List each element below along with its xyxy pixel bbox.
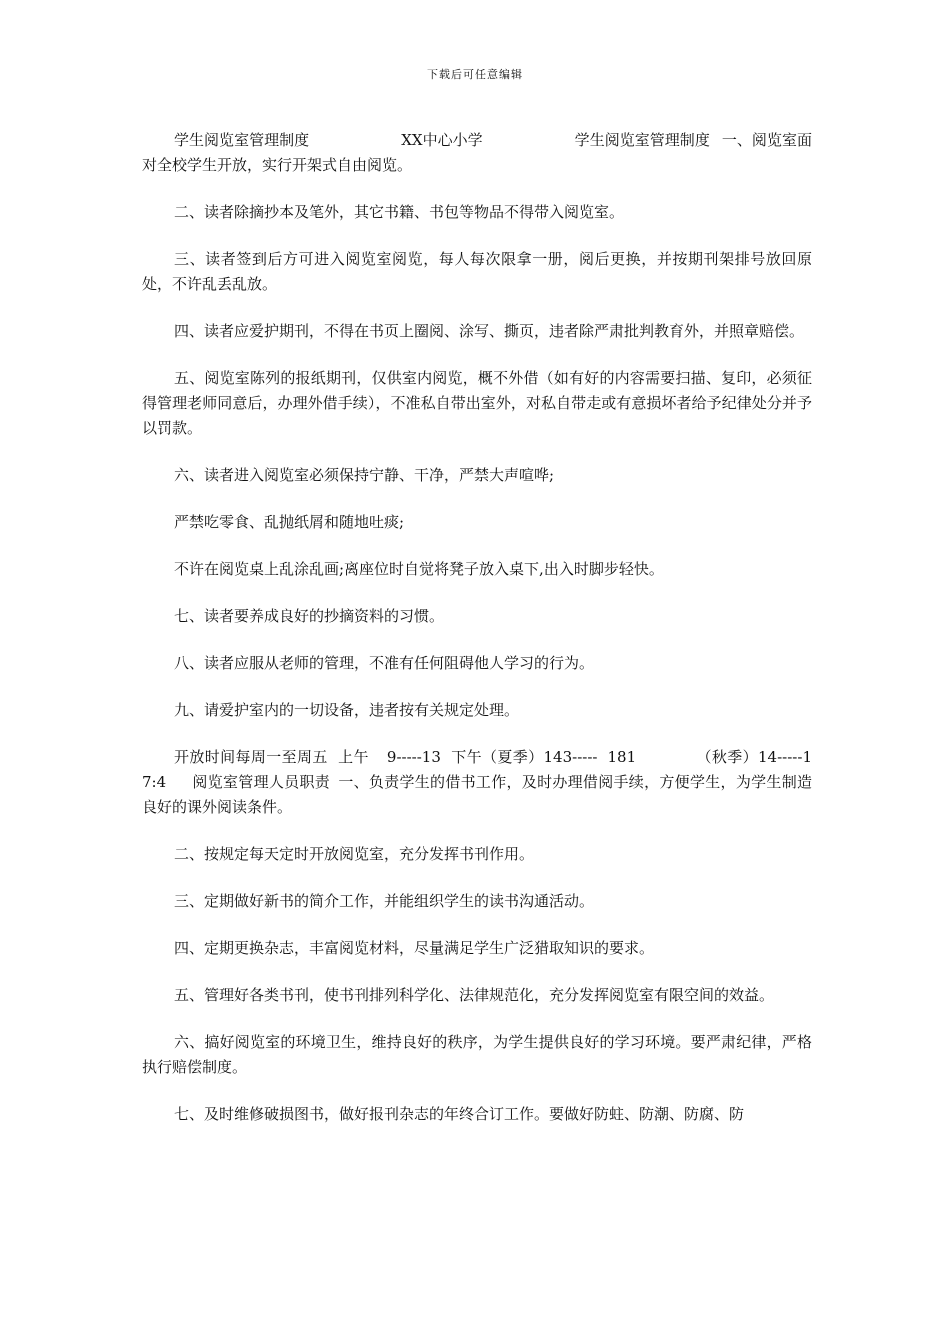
page-header-note: 下载后可任意编辑 — [427, 68, 523, 81]
hours-pm-end: 181 — [607, 748, 637, 766]
rule-paragraph: 五、阅览室陈列的报纸期刊，仅供室内阅览，概不外借（如有好的内容需要扫描、复印，必须征得管理老师同意后，办理外借手续），不准私自带出室外，对私自带走或有意损坏者给予纪律处分并予以罚款。 — [142, 369, 812, 437]
rule-1-body: 阅览室面对全校学生开放，实行开架式自由阅览。 — [142, 131, 812, 174]
duty-paragraph: 五、管理好各类书刊，使书刊排列科学化、法律规范化，充分发挥阅览室有限空间的效益。 — [174, 986, 775, 1004]
rule-paragraph: 严禁吃零食、乱抛纸屑和随地吐痰; — [174, 513, 405, 531]
hours-pm: 下午（夏季）143----- — [450, 748, 598, 766]
opening-hours-paragraph — [142, 745, 812, 820]
rule-paragraph: 四、读者应爱护期刊，不得在书页上圈阅、涂写、撕页，违者除严肃批判教育外，并照章赔偿。 — [174, 322, 805, 340]
rule-paragraph: 八、读者应服从老师的管理，不准有任何阻碍他人学习的行为。 — [174, 654, 595, 672]
school-name: XX中心小学 — [401, 131, 483, 149]
rule-paragraph: 三、读者签到后方可进入阅览室阅览，每人每次限拿一册，阅后更换，并按期刊架排号放回原处，不许乱丢乱放。 — [142, 250, 812, 293]
duty-paragraph: 二、按规定每天定时开放阅览室，充分发挥书刊作用。 — [174, 845, 535, 863]
document-body — [142, 128, 812, 1149]
title-paragraph — [142, 128, 812, 178]
duty-title: 阅览室管理人员职责 — [192, 773, 331, 791]
hours-label: 开放时间每周一至周五 — [174, 748, 328, 766]
doc-title: 学生阅览室管理制度 — [174, 131, 310, 149]
rule-1-head: 一、 — [721, 131, 752, 149]
duty-paragraph: 四、定期更换杂志，丰富阅览材料，尽量满足学生广泛猎取知识的要求。 — [174, 939, 655, 957]
rule-paragraph: 七、读者要养成良好的抄摘资料的习惯。 — [174, 607, 445, 625]
duty-paragraph: 六、搞好阅览室的环境卫生，维持良好的秩序，为学生提供良好的学习环境。要严肃纪律，严格执行赔偿制度。 — [142, 1033, 812, 1076]
duty-1: 一、负责学生的借书工作，及时办理借阅手续，方便学生，为学生制造良好的课外阅读条件。 — [142, 773, 812, 816]
rule-paragraph: 六、读者进入阅览室必须保持宁静、干净，严禁大声喧哗; — [174, 466, 555, 484]
doc-title-repeat: 学生阅览室管理制度 — [574, 131, 710, 149]
hours-am-range: 9-----13 — [386, 748, 441, 766]
rule-paragraph: 不许在阅览桌上乱涂乱画;离座位时自觉将凳子放入桌下,出入时脚步轻快。 — [174, 560, 664, 578]
hours-autumn: （秋季）14-----17:4 — [142, 748, 812, 791]
hours-am: 上午 — [337, 748, 369, 766]
rule-paragraph: 九、请爱护室内的一切设备，违者按有关规定处理。 — [174, 701, 520, 719]
duty-paragraph: 七、及时维修破损图书，做好报刊杂志的年终合订工作。要做好防蛀、防潮、防腐、防 — [174, 1105, 745, 1123]
rule-paragraph: 二、读者除摘抄本及笔外，其它书籍、书包等物品不得带入阅览室。 — [174, 203, 625, 221]
duty-paragraph: 三、定期做好新书的简介工作，并能组织学生的读书沟通活动。 — [174, 892, 595, 910]
